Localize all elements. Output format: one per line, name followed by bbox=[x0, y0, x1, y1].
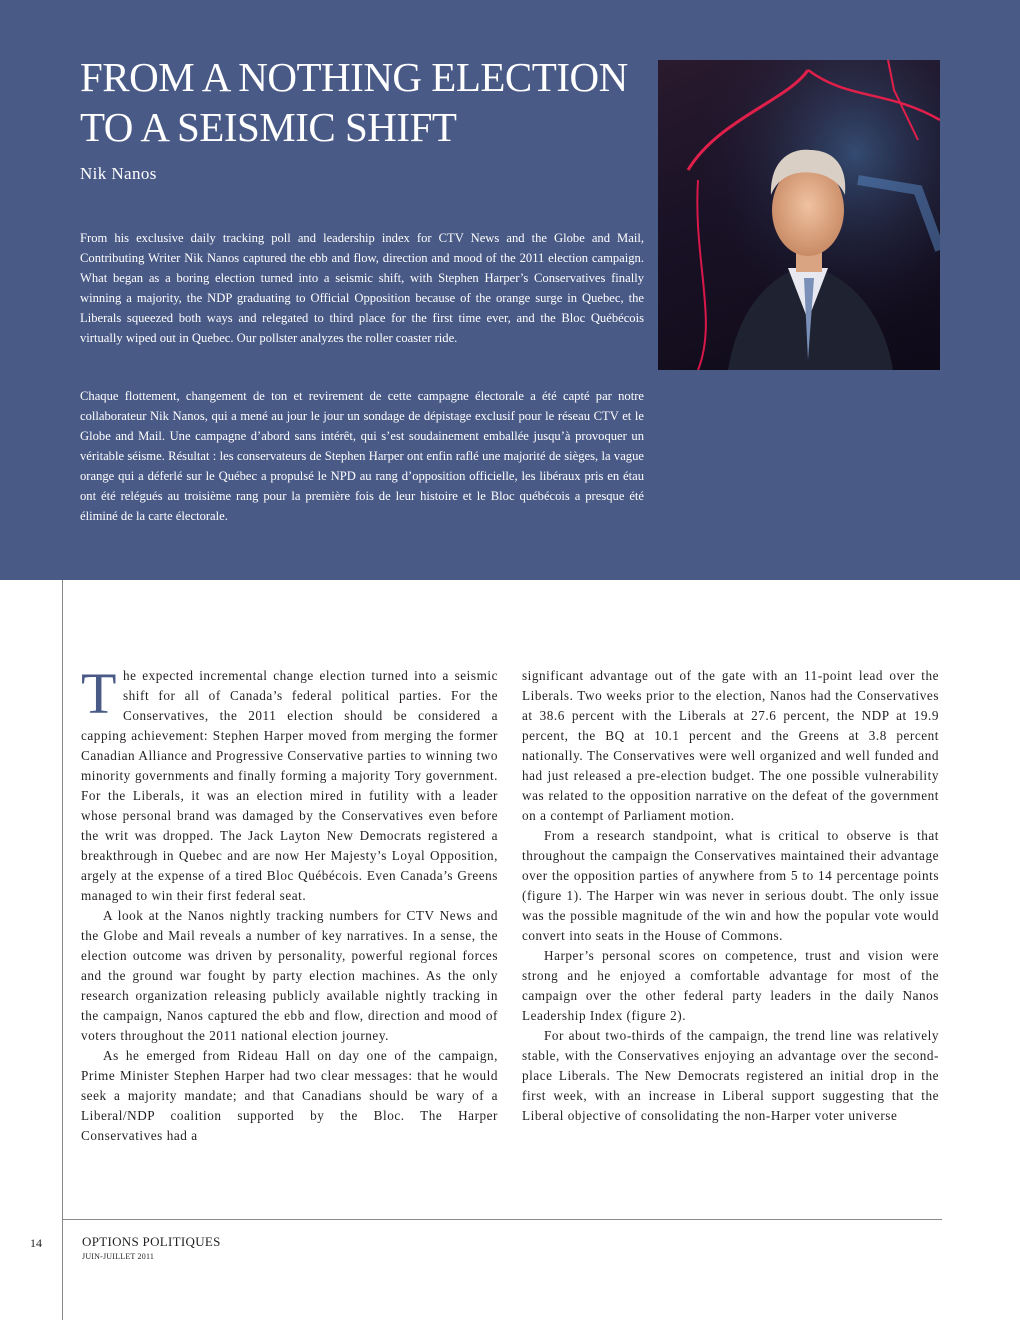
footer-rule bbox=[62, 1219, 942, 1220]
body-paragraph: As he emerged from Rideau Hall on day one of the campaign, Prime Minister Stephen Harper had two clear messages: that he would seek a majority mandate; and that Canadians should be wary of a Liberal/NDP coalition supported by the Bloc. The Harper Conservatives had a bbox=[81, 1048, 498, 1143]
body-paragraph: The expected incremental change election turned into a seismic shift for all of Canada’s federal political parties. For the Conservatives, the 2011 election should be considered a capping achievement: Stephen Harper moved from merging the former Canadian Alliance and Progressive Conservative parties to winning two minority governments and finally forming a majority Tory government. For the Liberals, it was an election mired in futility with a leader whose personal brand was damaged by the Conservatives even before the writ was dropped. The Jack Layton New Democrats registered a breakthrough in Quebec and are now Her Majesty’s Loyal Opposition, argely at the expense of a tired Bloc Québécois. Even Canada’s Greens managed to win their first federal seat. bbox=[81, 661, 498, 903]
left-margin-rule bbox=[62, 580, 63, 1320]
photo-stephen-harper bbox=[658, 60, 940, 370]
issue-date: JUIN-JUILLET 2011 bbox=[82, 1252, 155, 1261]
abstract-english: From his exclusive daily tracking poll and leadership index for CTV News and the Globe and Mail, Contributing Writer Nik Nanos captured the ebb and flow, direction and mood of the 2011 election campaign. What began as a boring election turned into a seismic shift, with Stephen Harper’s Conservatives finally winning a majority, the NDP graduating to Official Opposition because of the orange surge in Quebec, the Liberals squeezed both ways and relegated to third place for the first time ever, and the Bloc Québécois virtually wiped out in Quebec. Our pollster analyzes the roller coaster ride. bbox=[80, 231, 644, 345]
body-paragraph: significant advantage out of the gate with an 11-point lead over the Liberals. Two weeks prior to the election, Nanos had the Conservatives at 38.6 percent with the Liberals at 27.6 percent, the NDP at 19.9 percent, the BQ at 10.1 percent and the Greens at 3.8 percent nationally. The Conservatives were well organized and well funded and had just released a pre-election budget. The one possible vulnerability was related to the opposition narrative on the defeat of the government on a contempt of Parliament motion. bbox=[522, 668, 939, 823]
author-byline: Nik Nanos bbox=[80, 164, 157, 183]
page-number: 14 bbox=[30, 1236, 42, 1250]
body-paragraph: Harper’s personal scores on competence, trust and vision were strong and he enjoyed a comfortable advantage for most of the campaign over the other federal party leaders in the daily Nanos Leadership Index (figure 2). bbox=[522, 948, 939, 1023]
body-paragraph: A look at the Nanos nightly tracking numbers for CTV News and the Globe and Mail reveals a number of key narratives. In a sense, the election outcome was driven by personality, powerful regional forces and the ground war fought by party election machines. As the only research organization releasing publicly available nightly tracking in the campaign, Nanos captured the ebb and flow, direction and mood of voters throughout the 2011 national election journey. bbox=[81, 908, 498, 1043]
body-paragraph: From a research standpoint, what is critical to observe is that throughout the campaign the Conservatives maintained their advantage over the opposition parties of anywhere from 5 to 14 percentage points (figure 1). The Harper win was never in serious doubt. The only issue was the possible magnitude of the win and how the popular vote would convert into seats in the House of Commons. bbox=[522, 828, 939, 943]
abstract-french: Chaque flottement, changement de ton et revirement de cette campagne électorale a été capté par notre collaborateur Nik Nanos, qui a mené au jour le jour un sondage de dépistage exclusif pour le réseau CTV et le Globe and Mail. Une campagne d’abord sans intérêt, qui s’est soudainement emballée jusqu’à provoquer un véritable séisme. Résultat : les conservateurs de Stephen Harper ont enfin raflé une majorité de sièges, la vague orange qui a déferlé sur le Québec a propulsé le NPD au rang d’opposition officielle, les libéraux pris en étau ont été relégués au troisième rang pour la première fois de leur histoire et le Bloc québécois a presque été éliminé de la carte électorale. bbox=[80, 389, 644, 523]
drop-cap: T bbox=[81, 661, 117, 726]
publication-name: OPTIONS POLITIQUES bbox=[82, 1234, 221, 1249]
body-column-left bbox=[81, 661, 498, 1146]
photo-illustration bbox=[658, 60, 940, 370]
body-column-right bbox=[522, 666, 939, 1126]
body-paragraph: For about two-thirds of the campaign, the trend line was relatively stable, with the Conservatives enjoying an advantage over the second-place Liberals. The New Democrats registered an initial drop in the first week, with an increase in Liberal support suggesting that the Liberal objective of consolidating the non-Harper voter universe bbox=[522, 1028, 939, 1123]
article-title: FROM A NOTHING ELECTION TO A SEISMIC SHIFT bbox=[80, 54, 628, 150]
